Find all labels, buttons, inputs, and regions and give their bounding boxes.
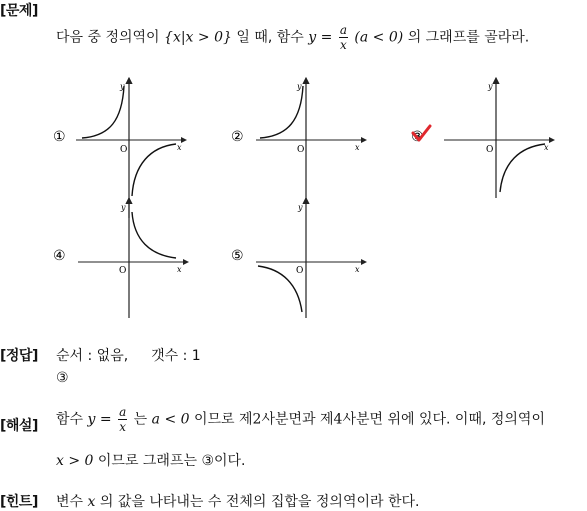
curve-quadrant-4 <box>500 144 545 192</box>
explanation-text-5: 사분면 위에 있다. 이때, 정의역이 <box>342 411 545 428</box>
answer-value: ③ <box>56 370 69 386</box>
hint-text <box>56 491 419 511</box>
quadrant-4-number: 4 <box>333 411 343 428</box>
graph-option-1[interactable] <box>53 78 186 218</box>
x-axis-label: x <box>544 143 549 152</box>
explanation-fraction <box>118 406 127 433</box>
option-mark-5: ⑤ <box>231 248 244 264</box>
y-axis-label: y <box>488 82 493 91</box>
explanation-line-2 <box>56 450 246 470</box>
curve-quadrant-2 <box>260 86 303 138</box>
graph-option-4[interactable] <box>53 198 188 318</box>
explanation-tag: [해설] <box>0 418 38 434</box>
fraction-numerator: a <box>119 405 127 419</box>
explanation-function-lhs: y = <box>87 411 112 428</box>
origin-label: O <box>297 145 305 155</box>
fraction-denominator: x <box>340 38 347 52</box>
answer-meta <box>56 345 201 365</box>
answer-order: 순서 : 없음, <box>56 348 129 364</box>
curve-quadrant-4 <box>132 144 176 196</box>
answer-count: 갯수 : 1 <box>151 348 201 364</box>
hint-text-1: 변수 <box>56 494 84 510</box>
curve-quadrant-2 <box>82 86 124 138</box>
y-axis-label: y <box>297 82 302 91</box>
curve-quadrant-1 <box>132 212 176 258</box>
x-axis-label: x <box>355 265 360 274</box>
hint-text-2: 의 값을 나타내는 수 전체의 집합을 정의역이라 한다. <box>99 494 420 510</box>
explanation-text-4: 사분면과 제 <box>261 411 334 428</box>
fraction-denominator: x <box>119 420 127 434</box>
y-axis-label: y <box>121 203 126 212</box>
origin-label: O <box>296 266 304 276</box>
function-condition: (a < 0) <box>354 29 404 46</box>
graph-option-5[interactable] <box>231 198 366 318</box>
explanation-text-1: 함수 <box>56 411 84 428</box>
x-axis-label: x <box>355 143 360 152</box>
option-mark-3: ③ <box>411 129 424 145</box>
function-lhs: y = <box>308 29 333 46</box>
hint-tag: [힌트] <box>0 494 38 510</box>
quadrant-2-number: 2 <box>252 411 262 428</box>
explanation-text-2: 는 <box>133 411 148 428</box>
origin-label: O <box>120 145 128 155</box>
domain-set: {x|x > 0} <box>164 29 232 46</box>
explanation-line-1 <box>56 406 545 433</box>
explanation-conclusion: 이므로 그래프는 ③이다. <box>97 453 246 469</box>
x-axis-label: x <box>177 143 182 152</box>
graph-option-2[interactable] <box>231 78 366 200</box>
problem-tag: [문제] <box>0 3 38 19</box>
hint-variable: x <box>87 494 96 510</box>
origin-label: O <box>486 145 494 155</box>
explanation-condition: a < 0 <box>151 411 190 428</box>
question-text-1: 다음 중 정의역이 <box>56 29 160 46</box>
question-text-2: 일 때, 함수 <box>236 29 304 46</box>
y-axis-label: y <box>298 203 303 212</box>
y-axis-label: y <box>120 82 125 91</box>
option-mark-1: ① <box>53 129 66 145</box>
origin-label: O <box>119 266 127 276</box>
question-text-3: 의 그래프를 골라라. <box>407 29 530 46</box>
answer-tag: [정답] <box>0 348 38 364</box>
graph-option-3[interactable] <box>411 78 554 198</box>
option-mark-4: ④ <box>53 248 66 264</box>
fraction-numerator: a <box>339 23 347 37</box>
explanation-text-3: 이므로 제 <box>194 411 253 428</box>
option-mark-2: ② <box>231 129 244 145</box>
x-axis-label: x <box>177 265 182 274</box>
explanation-domain: x > 0 <box>56 453 94 469</box>
